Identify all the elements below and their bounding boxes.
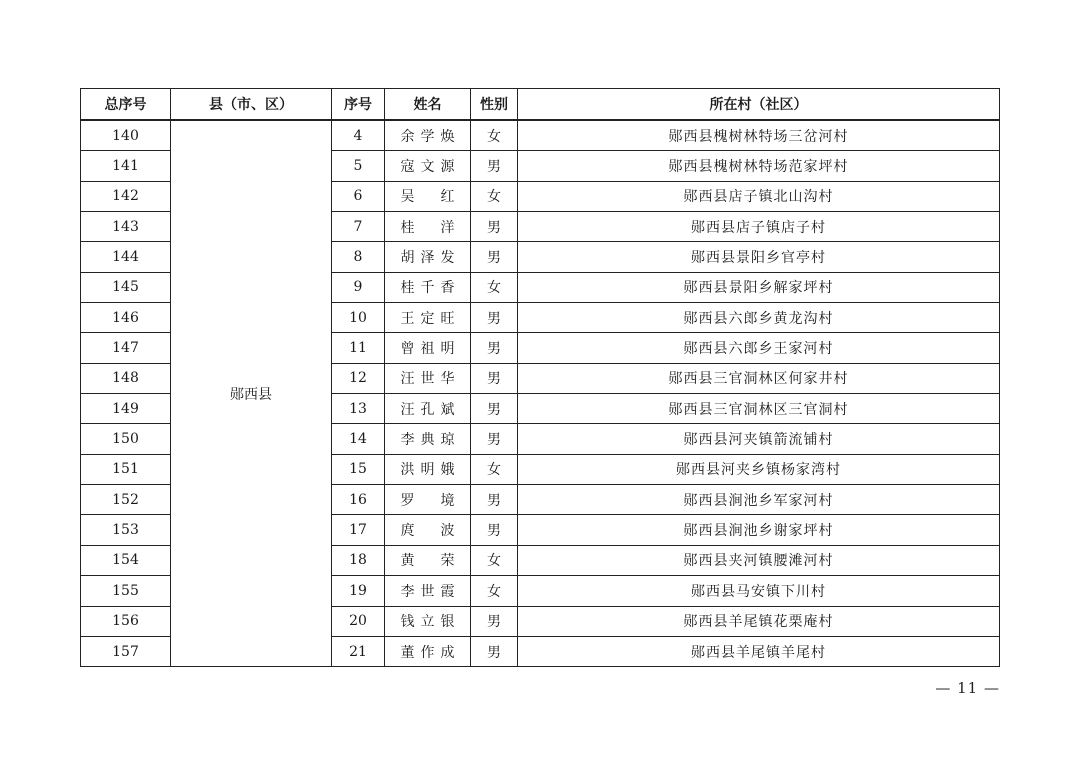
header-village: 所在村（社区）	[518, 89, 1000, 121]
cell-name: 桂千香	[385, 272, 471, 302]
cell-seq: 10	[332, 303, 385, 333]
cell-seq: 9	[332, 272, 385, 302]
cell-gender: 男	[471, 394, 518, 424]
cell-total-seq: 142	[81, 181, 171, 211]
cell-village: 郧西县店子镇北山沟村	[518, 181, 1000, 211]
cell-total-seq: 147	[81, 333, 171, 363]
cell-gender: 男	[471, 515, 518, 545]
header-county: 县（市、区）	[171, 89, 332, 121]
cell-seq: 16	[332, 485, 385, 515]
cell-total-seq: 141	[81, 151, 171, 181]
cell-village: 郧西县马安镇下川村	[518, 576, 1000, 606]
cell-village: 郧西县夹河镇腰滩河村	[518, 545, 1000, 575]
cell-village: 郧西县三官洞林区何家井村	[518, 363, 1000, 393]
cell-seq: 7	[332, 212, 385, 242]
cell-village: 郧西县槐树林特场范家坪村	[518, 151, 1000, 181]
cell-name: 罗 境	[385, 485, 471, 515]
table-body	[81, 120, 1000, 667]
cell-village: 郧西县景阳乡解家坪村	[518, 272, 1000, 302]
cell-village: 郧西县六郎乡王家河村	[518, 333, 1000, 363]
cell-total-seq: 144	[81, 242, 171, 272]
cell-village: 郧西县六郎乡黄龙沟村	[518, 303, 1000, 333]
cell-name: 李典琼	[385, 424, 471, 454]
cell-village: 郧西县涧池乡谢家坪村	[518, 515, 1000, 545]
cell-seq: 21	[332, 636, 385, 666]
cell-gender: 女	[471, 272, 518, 302]
cell-total-seq: 148	[81, 363, 171, 393]
cell-name: 吴 红	[385, 181, 471, 211]
cell-village: 郧西县景阳乡官亭村	[518, 242, 1000, 272]
cell-gender: 女	[471, 454, 518, 484]
cell-county: 郧西县	[171, 120, 332, 667]
cell-gender: 女	[471, 545, 518, 575]
cell-village: 郧西县槐树林特场三岔河村	[518, 120, 1000, 151]
cell-gender: 男	[471, 636, 518, 666]
header-name: 姓名	[385, 89, 471, 121]
cell-seq: 8	[332, 242, 385, 272]
table-header-row	[81, 89, 1000, 121]
cell-gender: 女	[471, 120, 518, 151]
cell-name: 钱立银	[385, 606, 471, 636]
cell-gender: 男	[471, 485, 518, 515]
cell-total-seq: 145	[81, 272, 171, 302]
cell-seq: 6	[332, 181, 385, 211]
name-list-table	[80, 88, 1000, 667]
cell-village: 郧西县店子镇店子村	[518, 212, 1000, 242]
cell-name: 余学焕	[385, 120, 471, 151]
cell-gender: 男	[471, 151, 518, 181]
cell-village: 郧西县羊尾镇羊尾村	[518, 636, 1000, 666]
cell-total-seq: 157	[81, 636, 171, 666]
cell-village: 郧西县三官洞林区三官洞村	[518, 394, 1000, 424]
cell-seq: 12	[332, 363, 385, 393]
cell-seq: 20	[332, 606, 385, 636]
cell-seq: 4	[332, 120, 385, 151]
header-total-seq: 总序号	[81, 89, 171, 121]
cell-gender: 男	[471, 606, 518, 636]
cell-seq: 17	[332, 515, 385, 545]
cell-gender: 男	[471, 242, 518, 272]
cell-name: 汪孔斌	[385, 394, 471, 424]
cell-total-seq: 156	[81, 606, 171, 636]
cell-village: 郧西县河夹乡镇杨家湾村	[518, 454, 1000, 484]
cell-name: 汪世华	[385, 363, 471, 393]
cell-gender: 女	[471, 181, 518, 211]
cell-village: 郧西县河夹镇箭流铺村	[518, 424, 1000, 454]
cell-total-seq: 150	[81, 424, 171, 454]
table-row	[81, 120, 1000, 151]
cell-gender: 女	[471, 576, 518, 606]
cell-name: 胡泽发	[385, 242, 471, 272]
cell-gender: 男	[471, 363, 518, 393]
cell-name: 桂 洋	[385, 212, 471, 242]
header-gender: 性别	[471, 89, 518, 121]
page-number: — 11 —	[935, 679, 1000, 697]
cell-name: 寇文源	[385, 151, 471, 181]
cell-total-seq: 143	[81, 212, 171, 242]
cell-gender: 男	[471, 212, 518, 242]
cell-seq: 18	[332, 545, 385, 575]
cell-total-seq: 154	[81, 545, 171, 575]
cell-name: 黄 荣	[385, 545, 471, 575]
cell-gender: 男	[471, 333, 518, 363]
cell-seq: 14	[332, 424, 385, 454]
cell-seq: 19	[332, 576, 385, 606]
cell-name: 董作成	[385, 636, 471, 666]
cell-seq: 11	[332, 333, 385, 363]
cell-total-seq: 153	[81, 515, 171, 545]
cell-gender: 男	[471, 303, 518, 333]
cell-name: 王定旺	[385, 303, 471, 333]
cell-village: 郧西县涧池乡军家河村	[518, 485, 1000, 515]
cell-name: 洪明娥	[385, 454, 471, 484]
cell-total-seq: 155	[81, 576, 171, 606]
cell-seq: 15	[332, 454, 385, 484]
cell-village: 郧西县羊尾镇花栗庵村	[518, 606, 1000, 636]
cell-gender: 男	[471, 424, 518, 454]
cell-total-seq: 140	[81, 120, 171, 151]
cell-seq: 13	[332, 394, 385, 424]
cell-total-seq: 146	[81, 303, 171, 333]
cell-name: 曾祖明	[385, 333, 471, 363]
cell-seq: 5	[332, 151, 385, 181]
cell-total-seq: 152	[81, 485, 171, 515]
cell-total-seq: 149	[81, 394, 171, 424]
cell-total-seq: 151	[81, 454, 171, 484]
header-seq: 序号	[332, 89, 385, 121]
cell-name: 李世霞	[385, 576, 471, 606]
cell-name: 庹 波	[385, 515, 471, 545]
